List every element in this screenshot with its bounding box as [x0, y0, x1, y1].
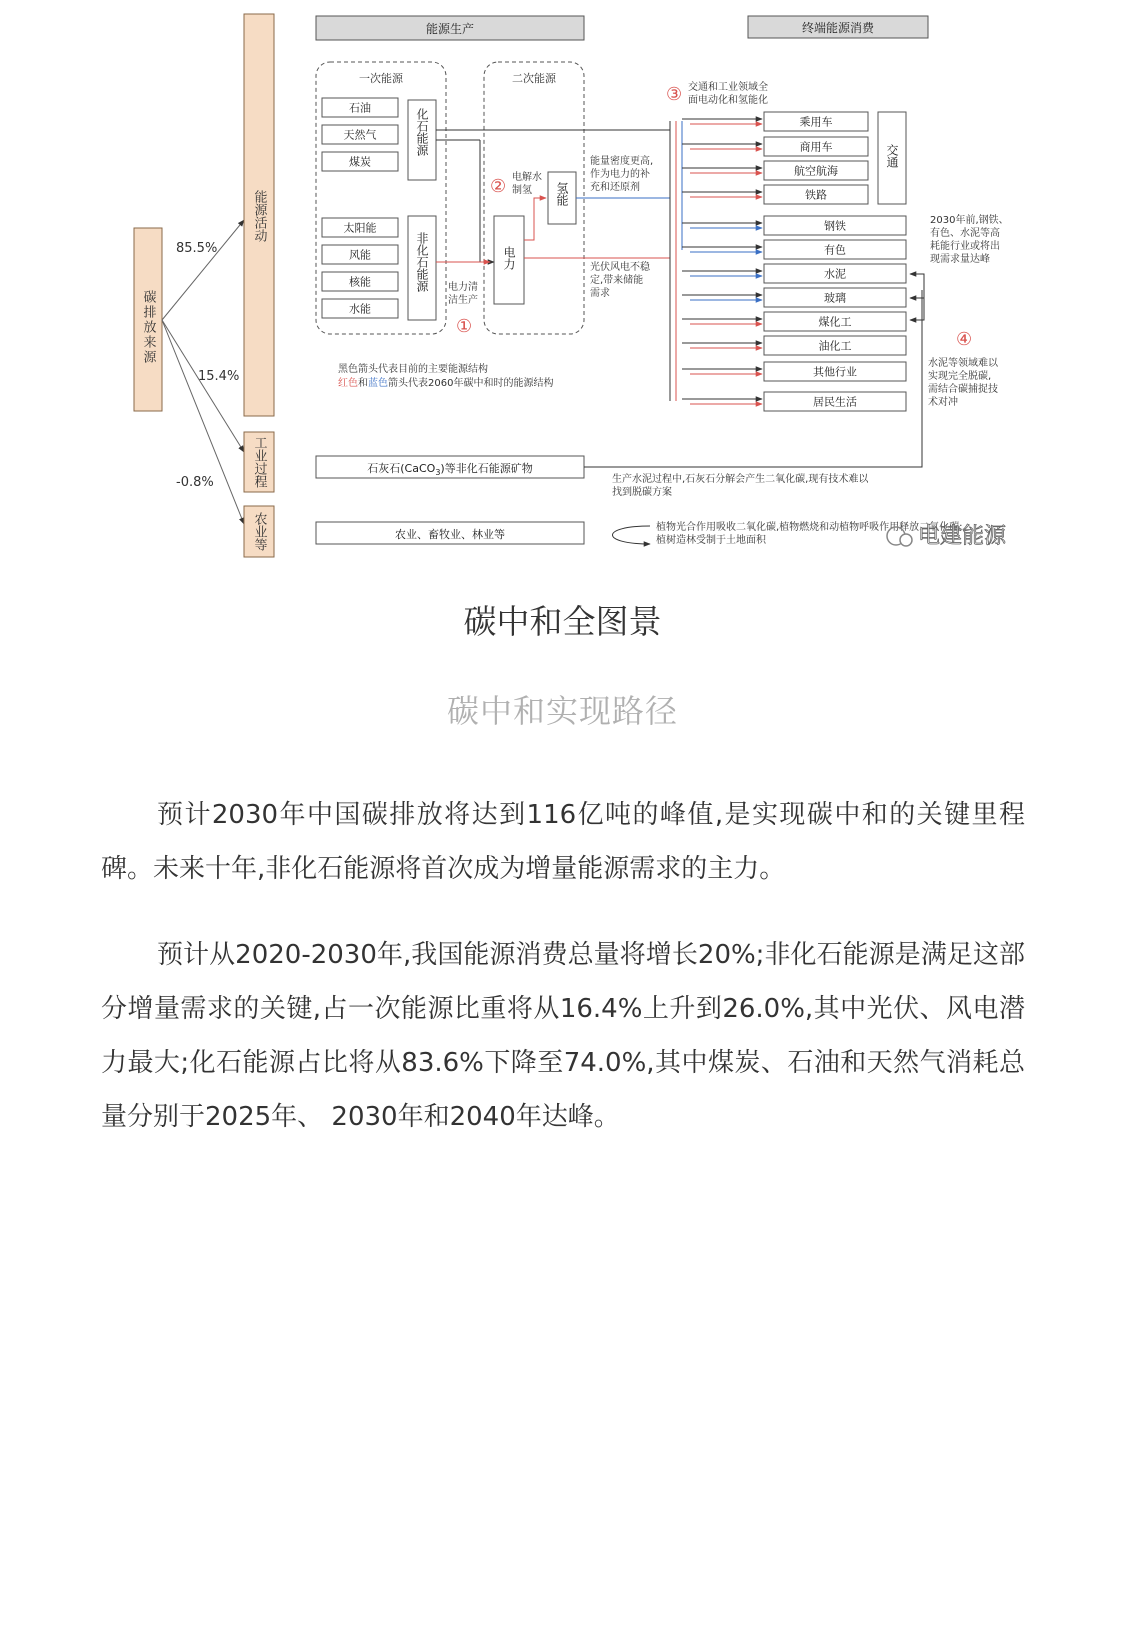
header-consumption: 终端能源消费	[801, 21, 875, 35]
nonfossil-item-label: 核能	[349, 275, 371, 289]
agri-label: 农业、畜牧业、林业等	[395, 528, 505, 541]
note-agri: 植物光合作用吸收二氧化碳,植物燃烧和动植物呼吸作用释放二氧化碳;植树造林受制于土地面积	[656, 522, 963, 546]
num-1: ①	[456, 316, 473, 337]
branch-line-industry	[162, 320, 244, 452]
ccs-feedback-cement	[910, 274, 924, 290]
electricity-label: 电力	[502, 246, 516, 270]
flow-electric-hydrogen	[524, 198, 546, 240]
carbon-neutral-diagram	[0, 0, 1125, 560]
industry-item-label: 居民生活	[813, 395, 857, 409]
note-electrification: 交通和工业领域全面电动化和氢能化	[688, 82, 768, 106]
fossil-item-label: 煤炭	[349, 155, 371, 169]
agri-cycle-arrow	[613, 526, 651, 544]
fossil-item-label: 天然气	[343, 128, 377, 142]
note-cement: 生产水泥过程中,石灰石分解会产生二氧化碳,现有技术难以找到脱碳方案	[612, 474, 869, 498]
nonfossil-label: 非化石能源	[415, 232, 429, 292]
fossil-item-label: 石油	[349, 101, 371, 115]
nonfossil-item-label: 太阳能	[343, 221, 377, 235]
legend-color: 红色和蓝色箭头代表2060年碳中和时的能源结构	[338, 378, 554, 389]
caption-title: 碳中和全图景	[463, 602, 662, 641]
industry-item-label: 水泥	[824, 267, 846, 281]
nonfossil-item-label: 风能	[349, 248, 371, 262]
note-2030-peak: 2030年前,钢铁、有色、水泥等高耗能行业或将出现需求量达峰	[930, 215, 1009, 265]
flow-to-electric	[480, 140, 494, 262]
note-pv: 光伏风电不稳定,带来储能需求	[590, 262, 650, 299]
num-3: ③	[666, 84, 683, 105]
num-2: ②	[490, 176, 507, 197]
industry-item-label: 油化工	[818, 339, 852, 353]
industry-item-label: 煤化工	[818, 315, 852, 329]
transport-item-label: 航空航海	[794, 164, 838, 178]
nonfossil-item-label: 水能	[349, 302, 371, 316]
carbon-source-label: 碳排放来源	[140, 290, 156, 365]
transport-label: 交通	[885, 144, 899, 168]
watermark-text: 电建能源	[918, 524, 1007, 549]
industry-item-label: 其他行业	[813, 365, 857, 379]
header-production: 能源生产	[425, 22, 475, 36]
hydrogen-label: 氢能	[555, 182, 569, 206]
note-electrolysis: 电解水制氢	[512, 172, 542, 196]
paragraph-2: 预计从2020-2030年,我国能源消费总量将增长20%;非化石能源是满足这部分增量需求的关键,占一次能源比重将从16.4%上升到26.0%,其中光伏、风电潜力最大;化石能源占比将从83.6%下降至74.0%,其中煤炭、石油和天然气消耗总量分别于2025年、 2030年和2040年达峰。	[101, 940, 1025, 1132]
agriculture-label: 农业等	[251, 512, 267, 551]
pct-agri: -0.8%	[176, 475, 214, 490]
industry-process-label: 工业过程	[251, 436, 267, 488]
transport-item-label: 商用车	[799, 140, 833, 154]
pct-energy: 85.5%	[176, 241, 218, 256]
note-clean-power: 电力清洁生产	[448, 282, 478, 306]
pct-industry: 15.4%	[198, 369, 240, 384]
secondary-energy-title: 二次能源	[512, 72, 556, 85]
branch-line-agri	[162, 320, 244, 524]
primary-energy-title: 一次能源	[359, 72, 403, 85]
transport-item-label: 铁路	[805, 188, 827, 202]
limestone-label: 石灰石(CaCO$_3$)等非化石能源矿物	[367, 462, 533, 477]
fossil-label: 化石能源	[415, 108, 429, 156]
caption-subtitle: 碳中和实现路径	[446, 692, 678, 730]
note-hydrogen: 能量密度更高,作为电力的补充和还原剂	[590, 156, 654, 193]
industry-item-label: 玻璃	[824, 291, 846, 305]
industry-item-label: 钢铁	[824, 219, 846, 233]
wechat-icon-small	[900, 534, 912, 546]
paragraph-1: 预计2030年中国碳排放将达到116亿吨的峰值,是实现碳中和的关键里程碑。未来十年,非化石能源将首次成为增量能源需求的主力。	[101, 800, 1025, 884]
legend-black: 黑色箭头代表目前的主要能源结构	[338, 364, 488, 375]
industry-item-label: 有色	[824, 243, 846, 257]
branch-line-energy	[162, 220, 244, 320]
num-4: ④	[956, 329, 973, 350]
note-ccs: 水泥等领域难以实现完全脱碳,需结合碳捕捉技术对冲	[928, 358, 998, 408]
transport-item-label: 乘用车	[799, 115, 833, 129]
energy-activity-label: 能源活动	[251, 190, 267, 242]
